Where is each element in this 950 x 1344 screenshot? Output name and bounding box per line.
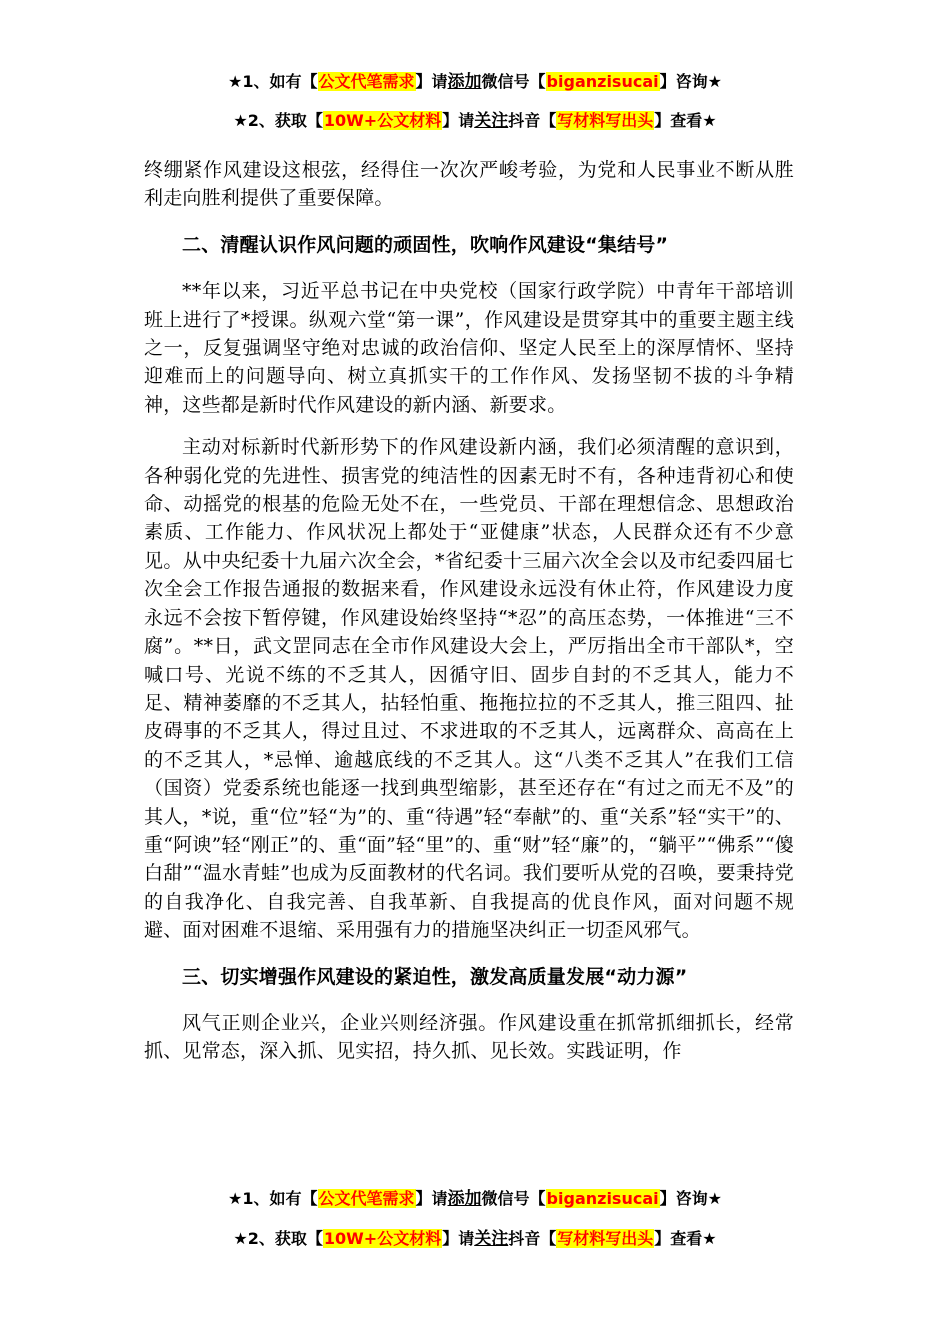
paragraph-2a: **年以来，习近平总书记在中央党校（国家行政学院）中青年干部培训班上进行了*授课。纵观六堂“第一课”，作风建设是贯穿其中的重要主题主线之一，反复强调坚守绝对忠诚的政治信仰、坚定人民至上的深厚情怀、坚持迎难而上的问题导向、树立真抓实干的工作作风、发扬坚韧不拔的斗争精神，这些都是新时代作风建设的新内涵、新要求。 bbox=[144, 280, 794, 416]
banner-text: ★2、获取【 bbox=[233, 111, 323, 130]
banner-text: 抖音【 bbox=[508, 111, 557, 130]
bottom-banner-line-2 bbox=[0, 1228, 950, 1250]
banner-text: 微信号【 bbox=[481, 1189, 546, 1208]
top-banner-line-1 bbox=[0, 71, 950, 93]
banner-text: 抖音【 bbox=[508, 1229, 557, 1248]
banner-text: 】咨询★ bbox=[659, 1189, 722, 1208]
banner-underlined: 添加 bbox=[447, 1189, 482, 1209]
section-heading-3: 三、切实增强作风建设的紧迫性，激发高质量发展“动力源” bbox=[182, 965, 688, 988]
banner-highlight: 公文代笔需求 bbox=[318, 72, 415, 91]
banner-highlight: 10W+公文材料 bbox=[323, 111, 442, 130]
paragraph-intro: 终绷紧作风建设这根弦，经得住一次次严峻考验，为党和人民事业不断从胜利走向胜利提供了重要保障。 bbox=[144, 159, 794, 210]
banner-text: 】请 bbox=[442, 111, 475, 130]
paragraph-3a: 风气正则企业兴，企业兴则经济强。作风建设重在抓常抓细抓长，经常抓、见常态，深入抓、见实招，持久抓、见长效。实践证明，作 bbox=[144, 1011, 794, 1063]
banner-text: 】请 bbox=[415, 72, 448, 91]
banner-text: 】查看★ bbox=[654, 111, 717, 130]
banner-text: 】咨询★ bbox=[659, 72, 722, 91]
banner-underlined: 关注 bbox=[474, 1229, 509, 1249]
banner-underlined: 关注 bbox=[474, 111, 509, 131]
bottom-banner-line-1 bbox=[0, 1188, 950, 1210]
banner-text: 】查看★ bbox=[654, 1229, 717, 1248]
banner-highlight: 10W+公文材料 bbox=[323, 1229, 442, 1248]
top-banner-line-2 bbox=[0, 110, 950, 132]
banner-text: ★1、如有【 bbox=[228, 1189, 318, 1208]
banner-text: ★2、获取【 bbox=[233, 1229, 323, 1248]
paragraph-2b: 主动对标新时代新形势下的作风建设新内涵，我们必须清醒的意识到，各种弱化党的先进性、损害党的纯洁性的因素无时不有，各种违背初心和使命、动摇党的根基的危险无处不在，一些党员、干部在理想信念、思想政治素质、工作能力、作风状况上都处于“亚健康”状态，人民群众还有不少意见。从中央纪委十九届六次全会，*省纪委十三届六次全会以及市纪委四届七次全会工作报告通报的数据来看，作风建设永远没有休止符，作风建设力度永远不会按下暂停键，作风建设始终坚持“*忍”的高压态势，一体推进“三不腐”。**日，武文罡同志在全市作风建设大会上，严厉指出全市干部队*，空喊口号、光说不练的不乏其人，因循守旧、固步自封的不乏其人，能力不足、精神萎靡的不乏其人，拈轻怕重、拖拖拉拉的不乏其人，推三阻四、扯皮碍事的不乏其人，得过且过、不求进取的不乏其人，远离群众、高高在上的不乏其人，*忌惮、逾越底线的不乏其人。这“八类不乏其人”在我们工信（国资）党委系统也能逐一找到典型缩影，甚至还存在“有过之而无不及”的其人，*说，重“位”轻“为”的、重“待遇”轻“奉献”的、重“关系”轻“实干”的、重“阿谀”轻“刚正”的、重“面”轻“里”的、重“财”轻“廉”的，“躺平”“佛系”“傻白甜”“温水青蛙”也成为反面教材的代名词。我们要听从党的召唤，要秉持党的自我净化、自我完善、自我革新、自我提高的优良作风，面对问题不规避、面对困难不退缩、采用强有力的措施坚决纠正一切歪风邪气。 bbox=[144, 436, 794, 942]
banner-highlight: 写材料写出头 bbox=[557, 111, 654, 130]
banner-underlined: 添加 bbox=[447, 72, 482, 92]
banner-highlight: 公文代笔需求 bbox=[318, 1189, 415, 1208]
banner-text: 】请 bbox=[415, 1189, 448, 1208]
section-heading-2: 二、清醒认识作风问题的顽固性，吹响作风建设“集结号” bbox=[182, 233, 669, 256]
banner-highlight: biganzisucai bbox=[546, 1189, 659, 1208]
banner-text: ★1、如有【 bbox=[228, 72, 318, 91]
banner-highlight: biganzisucai bbox=[546, 72, 659, 91]
banner-highlight: 写材料写出头 bbox=[557, 1229, 654, 1248]
document-body bbox=[144, 156, 794, 1066]
banner-text: 微信号【 bbox=[481, 72, 546, 91]
banner-text: 】请 bbox=[442, 1229, 475, 1248]
